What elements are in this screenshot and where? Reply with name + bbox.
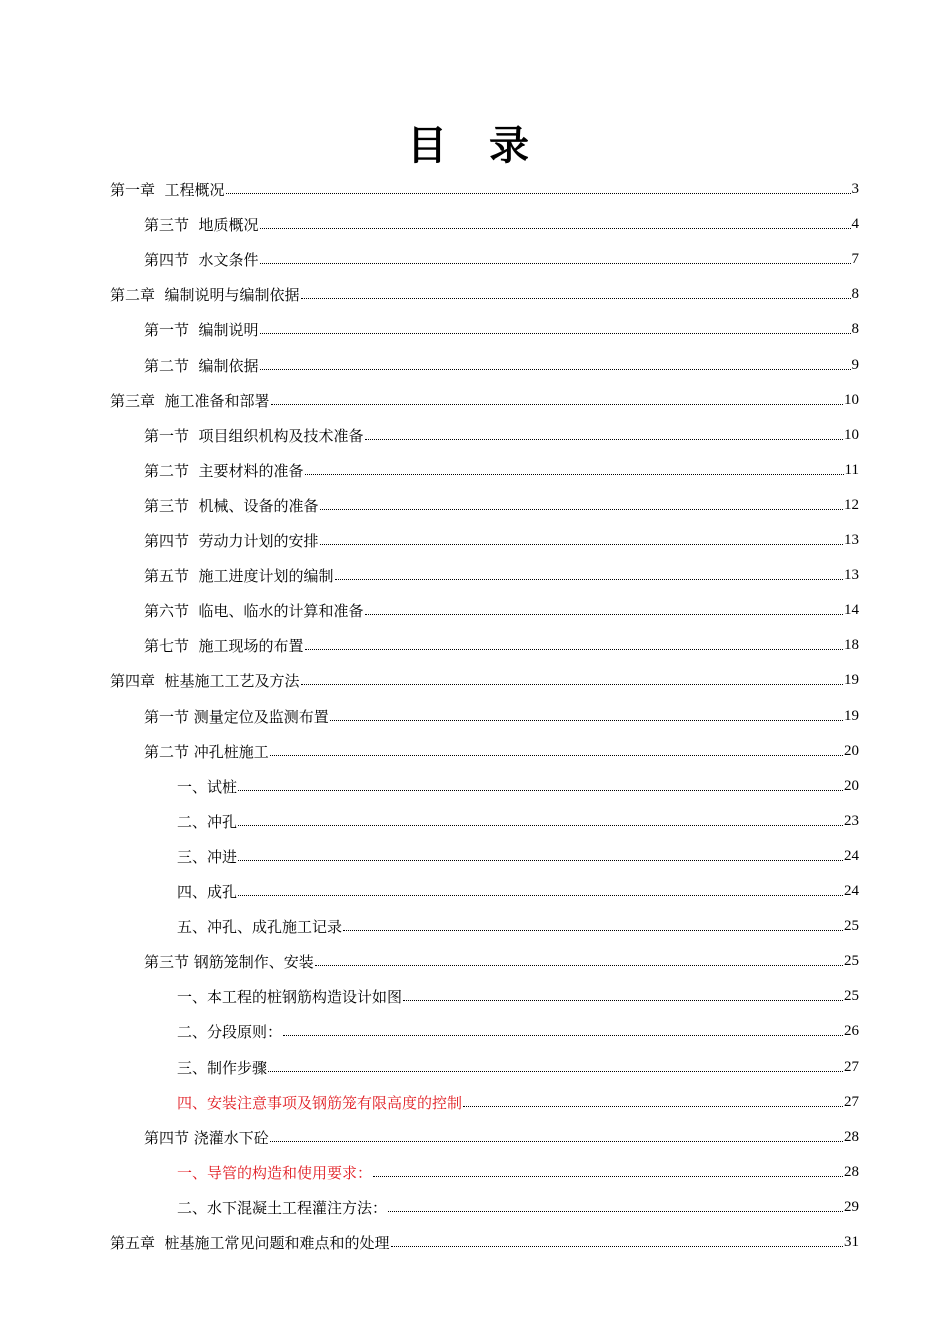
toc-entry-page-number: 13 xyxy=(844,532,859,548)
toc-entry[interactable] xyxy=(110,172,859,207)
toc-entry[interactable] xyxy=(110,277,859,312)
toc-entry-title: 四、安装注意事项及钢筋笼有限高度的控制 xyxy=(177,1093,463,1112)
toc-entry-page-number: 20 xyxy=(844,777,859,794)
toc-entry-page-number: 26 xyxy=(844,1023,859,1040)
toc-entry-page-number: 14 xyxy=(844,602,859,619)
toc-entry[interactable] xyxy=(110,1225,859,1260)
toc-entry[interactable] xyxy=(144,734,859,769)
toc-entry-title: 第三章 施工准备和部署 xyxy=(110,391,270,410)
toc-dot-leader xyxy=(238,825,843,826)
toc-entry-page-number: 25 xyxy=(844,953,859,970)
toc-entry-title: 一、导管的构造和使用要求： xyxy=(177,1163,373,1182)
toc-entry-title: 第四节 劳动力计划的安排 xyxy=(144,532,319,550)
toc-entry[interactable] xyxy=(144,242,859,277)
toc-entry-page-number: 29 xyxy=(844,1198,859,1215)
toc-entry-title: 四、成孔 xyxy=(177,883,238,901)
toc-entry-title: 二、冲孔 xyxy=(177,812,238,831)
toc-entry[interactable] xyxy=(144,593,859,628)
toc-entry-page-number: 25 xyxy=(844,988,859,1005)
toc-entry-title: 第二节 冲孔桩施工 xyxy=(144,742,269,761)
toc-entry[interactable] xyxy=(144,312,859,347)
toc-dot-leader xyxy=(301,298,851,299)
toc-entry-title: 第三节 地质概况 xyxy=(144,216,259,235)
toc-entry[interactable] xyxy=(144,1120,859,1155)
toc-dot-leader xyxy=(283,1035,843,1036)
toc-dot-leader xyxy=(320,544,843,545)
toc-entry-page-number: 7 xyxy=(851,251,859,268)
toc-entry-page-number: 28 xyxy=(844,1128,859,1145)
toc-entry-page-number: 18 xyxy=(844,637,859,654)
toc-dot-leader xyxy=(373,1176,843,1177)
toc-entry[interactable] xyxy=(110,383,859,418)
toc-entry-page-number: 27 xyxy=(844,1058,859,1075)
toc-entry-title: 二、分段原则： xyxy=(177,1023,283,1042)
toc-entry-page-number: 23 xyxy=(844,812,859,829)
toc-dot-leader xyxy=(305,649,843,650)
toc-entry[interactable] xyxy=(144,488,859,523)
toc-entry-page-number: 24 xyxy=(844,883,859,899)
toc-entry[interactable] xyxy=(144,418,859,453)
toc-entry[interactable] xyxy=(110,663,859,698)
toc-entry[interactable] xyxy=(144,453,859,488)
toc-entry-title: 第四章 桩基施工工艺及方法 xyxy=(110,672,300,691)
toc-entry-title: 第四节 水文条件 xyxy=(144,251,259,270)
toc-entry-page-number: 19 xyxy=(844,707,859,724)
toc-dot-leader xyxy=(268,1071,843,1072)
toc-dot-leader xyxy=(315,965,843,966)
toc-entry-title: 第三节 机械、设备的准备 xyxy=(144,496,319,515)
toc-entry-title: 第四节 浇灌水下砼 xyxy=(144,1128,269,1147)
toc-entry-page-number: 19 xyxy=(844,672,859,689)
toc-entry[interactable] xyxy=(177,909,859,944)
toc-entry-title: 第二节 主要材料的准备 xyxy=(144,461,304,480)
toc-entry-title: 第三节 钢筋笼制作、安装 xyxy=(144,953,314,972)
toc-entry-title: 第一节 测量定位及监测布置 xyxy=(144,707,329,726)
toc-dot-leader xyxy=(238,790,843,791)
toc-entry-page-number: 8 xyxy=(851,286,859,303)
toc-entry-page-number: 24 xyxy=(844,847,859,864)
toc-entry[interactable] xyxy=(144,207,859,242)
toc-entry[interactable] xyxy=(177,1155,859,1190)
toc-entry-page-number: 4 xyxy=(851,216,859,233)
toc-entry[interactable] xyxy=(144,944,859,979)
page-title: 目 录 xyxy=(407,123,543,169)
toc-entry-title: 第五节 施工进度计划的编制 xyxy=(144,567,334,586)
toc-entry-page-number: 10 xyxy=(844,391,859,408)
toc-dot-leader xyxy=(365,614,843,615)
toc-dot-leader xyxy=(238,895,843,896)
toc-entry-page-number: 10 xyxy=(844,426,859,443)
toc-entry-page-number: 11 xyxy=(844,461,859,478)
toc-entry[interactable] xyxy=(144,523,859,558)
toc-entry-page-number: 28 xyxy=(844,1163,859,1180)
toc-entry[interactable] xyxy=(177,1190,859,1225)
toc-entry-title: 第二章 编制说明与编制依据 xyxy=(110,286,300,305)
toc-entry-page-number: 9 xyxy=(851,356,859,373)
toc-dot-leader xyxy=(305,474,844,475)
toc-entry-page-number: 31 xyxy=(844,1234,859,1250)
toc-dot-leader xyxy=(270,1141,843,1142)
toc-entry-title: 第一节 项目组织机构及技术准备 xyxy=(144,426,364,445)
toc-entry-page-number: 8 xyxy=(851,321,859,338)
toc-dot-leader xyxy=(270,755,843,756)
toc-dot-leader xyxy=(463,1106,843,1107)
toc-entry[interactable] xyxy=(177,1050,859,1085)
toc-dot-leader xyxy=(391,1246,843,1247)
toc-entry[interactable] xyxy=(144,699,859,734)
toc-entry-title: 三、冲进 xyxy=(177,847,238,866)
toc-entry-title: 第七节 施工现场的布置 xyxy=(144,637,304,656)
toc-entry-title: 第二节 编制依据 xyxy=(144,356,259,375)
toc-entry[interactable] xyxy=(177,839,859,874)
toc-dot-leader xyxy=(403,1000,843,1001)
toc-dot-leader xyxy=(260,333,851,334)
toc-dot-leader xyxy=(226,193,851,194)
toc-dot-leader xyxy=(260,369,851,370)
toc-dot-leader xyxy=(260,228,851,229)
toc-entry-page-number: 3 xyxy=(851,181,859,197)
toc-dot-leader xyxy=(301,684,843,685)
toc-entry-title: 五、冲孔、成孔施工记录 xyxy=(177,918,343,937)
toc-entry[interactable] xyxy=(144,558,859,593)
toc-entry-title: 第五章 桩基施工常见问题和难点和的处理 xyxy=(110,1234,390,1252)
toc-entry-page-number: 27 xyxy=(844,1093,859,1110)
toc-entry-page-number: 20 xyxy=(844,742,859,759)
toc-entry[interactable] xyxy=(177,1014,859,1049)
toc-dot-leader xyxy=(238,860,843,861)
toc-dot-leader xyxy=(343,930,843,931)
toc-entry[interactable] xyxy=(177,769,859,804)
toc-entry[interactable] xyxy=(177,1085,859,1120)
toc-entry[interactable] xyxy=(177,804,859,839)
toc-entry-title: 一、试桩 xyxy=(177,777,238,796)
toc-entry-title: 第六节 临电、临水的计算和准备 xyxy=(144,602,364,621)
toc-dot-leader xyxy=(365,439,843,440)
toc-entry[interactable] xyxy=(177,979,859,1014)
toc-entry-title: 三、制作步骤 xyxy=(177,1058,268,1077)
toc-entry-page-number: 12 xyxy=(844,496,859,513)
toc-entry-title: 一、本工程的桩钢筋构造设计如图 xyxy=(177,988,403,1007)
toc-dot-leader xyxy=(330,720,843,721)
toc-dot-leader xyxy=(388,1211,843,1212)
toc-entry[interactable] xyxy=(144,628,859,663)
toc-entry[interactable] xyxy=(144,348,859,383)
toc-entry-page-number: 13 xyxy=(844,567,859,584)
toc-entry-page-number: 25 xyxy=(844,918,859,935)
toc-entry[interactable] xyxy=(177,874,859,909)
toc-entry-title: 二、水下混凝土工程灌注方法： xyxy=(177,1198,388,1217)
toc-dot-leader xyxy=(260,263,851,264)
toc-dot-leader xyxy=(320,509,843,510)
toc-dot-leader xyxy=(335,579,843,580)
toc-entry-title: 第一节 编制说明 xyxy=(144,321,259,340)
toc-dot-leader xyxy=(271,404,843,405)
toc-entry-title: 第一章 工程概况 xyxy=(110,181,225,199)
